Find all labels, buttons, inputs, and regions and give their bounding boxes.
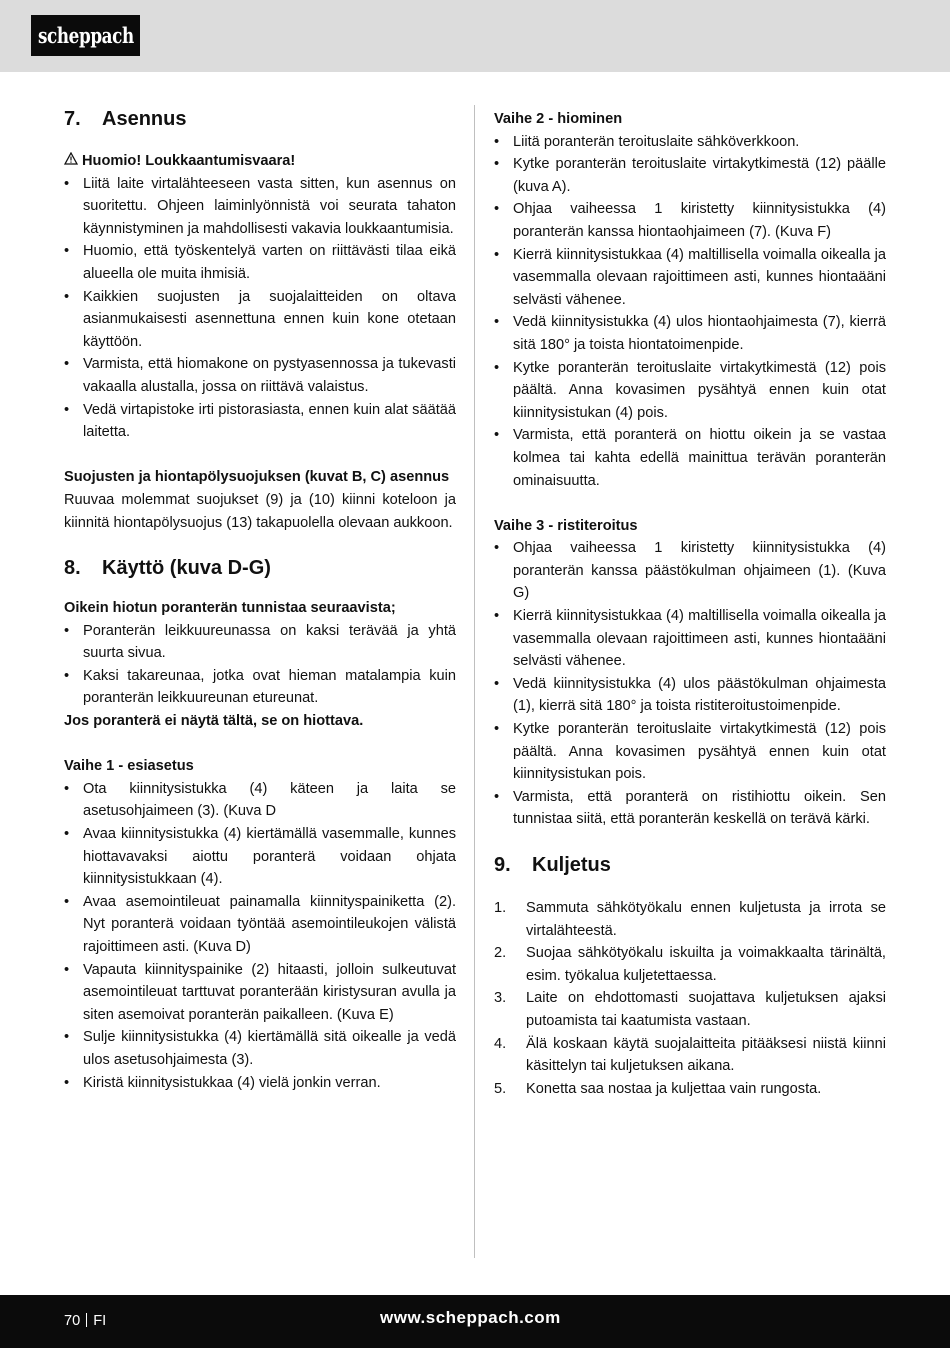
list-item: • Varmista, että poranterä on ristihiottu oikein. Sen tunnistaa siitä, että poranterän keskellä on terävä kärki. xyxy=(494,786,886,831)
step-1-heading: Vaihe 1 - esiasetus xyxy=(64,758,194,775)
section-8-heading: 8. Käyttö (kuva D-G) xyxy=(64,557,271,580)
list-item: • Kierrä kiinnitysistukkaa (4) maltillisella voimalla oikealla ja vasemmalla olevaan rajoittimeen asti, kunnes hiontaääni selvästi vähenee. xyxy=(494,605,886,673)
list-item: • Huomio, että työskentelyä varten on riittävästi tilaa eikä alueella ole muita ihmisiä. xyxy=(64,240,456,285)
list-item: • Kytke poranterän teroituslaite virtakytkimestä (12) pois päältä. Anna kovasimen pysähtyä ennen kuin otat kiinnitysistukan (4) pois. xyxy=(494,357,886,425)
list-item: 5. Konetta saa nostaa ja kuljettaa vain rungosta. xyxy=(494,1080,822,1097)
footer-bar xyxy=(0,1295,950,1348)
list-item: • Vapauta kiinnityspainike (2) hitaasti, jolloin sulkeutuvat asemointileuat tarttuvat poranterään kiristysuran avulla ja siten asemoivat poranterän paikalleen. (Kuva E) xyxy=(64,959,456,1027)
section-9-heading: 9. Kuljetus xyxy=(494,854,611,876)
list-item: • Sulje kiinnitysistukka (4) kiertämällä sitä oikealle ja vedä ulos asetusohjaimesta (3). xyxy=(64,1026,456,1071)
list-item: • Kaikkien suojusten ja suojalaitteiden on oltava asianmukaisesti asennettuna ennen kuin kone otetaan käyttöön. xyxy=(64,286,456,354)
warning-heading: Huomio! Loukkaantumisvaara! xyxy=(64,150,456,173)
transport-list xyxy=(494,897,886,1100)
list-item: • Kiristä kiinnitysistukkaa (4) vielä jonkin verran. xyxy=(64,1072,456,1095)
list-item: • Kierrä kiinnitysistukkaa (4) maltillisella voimalla oikealla ja vasemmalla olevaan rajoittimeen asti, kunnes hiontaääni selvästi vähenee. xyxy=(494,244,886,312)
list-item: • Vedä virtapistoke irti pistorasiasta, ennen kuin alat säätää laitetta. xyxy=(64,399,456,444)
list-item: • Kaksi takareunaa, jotka ovat hieman matalampia kuin poranterän leikkuureunan etureunat. xyxy=(64,665,456,710)
page-number: 70 FI xyxy=(64,1313,107,1329)
list-item: • Ohjaa vaiheessa 1 kiristetty kiinnitysistukka (4) poranterän kanssa päästökulman ohjaimeen (1). (Kuva G) xyxy=(494,537,886,605)
section-7-heading: 7. Asennus xyxy=(64,108,187,130)
list-item: • Varmista, että poranterä on hiottu oikein ja se vastaa kolmea tai kahta edellä mainittua terävän poranterän ominaisuutta. xyxy=(494,424,886,492)
list-item: 4. Älä koskaan käytä suojalaitteita pitääksesi niistä kiinni käsittelyn tai kuljetuksen aikana. xyxy=(494,1035,886,1075)
website-url[interactable]: www.scheppach.com xyxy=(380,1308,561,1327)
list-item: • Avaa asemointileuat painamalla kiinnityspainiketta (2). Nyt poranterä voidaan työntää asemointileukojen välistä rajoittimeen asti. (Kuva D) xyxy=(64,891,456,959)
right-column xyxy=(494,105,886,1100)
list-item: • Vedä kiinnitysistukka (4) ulos päästökulman ohjaimesta (1), kierrä sitä 180° ja toista ristiteroitustoimenpide. xyxy=(494,673,886,718)
list-item: 3. Laite on ehdottomasti suojattava kuljetuksen ajaksi putoamista tai kaatumista vastaan. xyxy=(494,990,886,1029)
header-bar xyxy=(0,0,950,72)
list-item: • Vedä kiinnitysistukka (4) ulos hiontaohjaimesta (7), kierrä sitä 180° ja toista hiontatoimenpide. xyxy=(494,311,886,356)
list-item: • Ota kiinnitysistukka (4) käteen ja laita se asetusohjaimeen (3). (Kuva D xyxy=(64,778,456,823)
column-divider xyxy=(474,105,475,1258)
list-item: • Liitä poranterän teroituslaite sähköverkkoon. xyxy=(494,131,886,154)
recognize-list xyxy=(64,620,456,710)
warning-triangle-icon xyxy=(64,150,78,173)
step-1-list xyxy=(64,778,456,1094)
guards-heading: Suojusten ja hiontapölysuojuksen (kuvat B, C) asennus xyxy=(64,469,450,486)
list-item: • Varmista, että hiomakone on pystyasennossa ja tukevasti vakaalla alustalla, jossa on riittävä valaistus. xyxy=(64,353,456,398)
left-column xyxy=(64,105,456,1094)
list-item: 2. Suojaa sähkötyökalu iskuilta ja voimakkaalta tärinältä, esim. työkalua kuljetettaessa. xyxy=(494,945,886,984)
list-item: • Ohjaa vaiheessa 1 kiristetty kiinnitysistukka (4) poranterän kanssa hiontaohjaimeen (7). (Kuva F) xyxy=(494,198,886,243)
list-item: • Poranterän leikkuureunassa on kaksi terävää ja yhtä suurta sivua. xyxy=(64,620,456,665)
list-item: • Kytke poranterän teroituslaite virtakytkimestä (12) päälle (kuva A). xyxy=(494,153,886,198)
guards-text: Ruuvaa molemmat suojukset (9) ja (10) kiinni koteloon ja kiinnitä hiontapölysuojus (13) takapuolella olevaan aukkoon. xyxy=(64,491,456,531)
recognize-heading: Oikein hiotun poranterän tunnistaa seuraavista; xyxy=(64,600,396,617)
warning-list xyxy=(64,173,456,444)
blunt-note: Jos poranterä ei näytä tältä, se on hiottava. xyxy=(64,713,364,730)
brand-logo: scheppach xyxy=(31,15,140,56)
list-item: • Avaa kiinnitysistukka (4) kiertämällä vasemmalle, kunnes hiottavavaksi aiottu poranterä voidaan ohjata kiinnitysistukkaan (4). xyxy=(64,823,456,891)
step-2-list xyxy=(494,131,886,493)
step-3-heading: Vaihe 3 - ristiteroitus xyxy=(494,517,638,534)
list-item: 1. Sammuta sähkötyökalu ennen kuljetusta ja irrota se virtalähteestä. xyxy=(494,900,886,939)
list-item: • Kytke poranterän teroituslaite virtakytkimestä (12) pois päältä. Anna kovasimen pysähtyä ennen kuin otat kiinnitysistukan pois. xyxy=(494,718,886,786)
step-2-heading: Vaihe 2 - hiominen xyxy=(494,111,623,127)
list-item: • Liitä laite virtalähteeseen vasta sitten, kun asennus on suoritettu. Ohjeen laiminlyönnistä voi seurata tahaton käynnistyminen ja mahdollisesti vakavia loukkaantumisia. xyxy=(64,173,456,241)
step-3-list xyxy=(494,537,886,831)
